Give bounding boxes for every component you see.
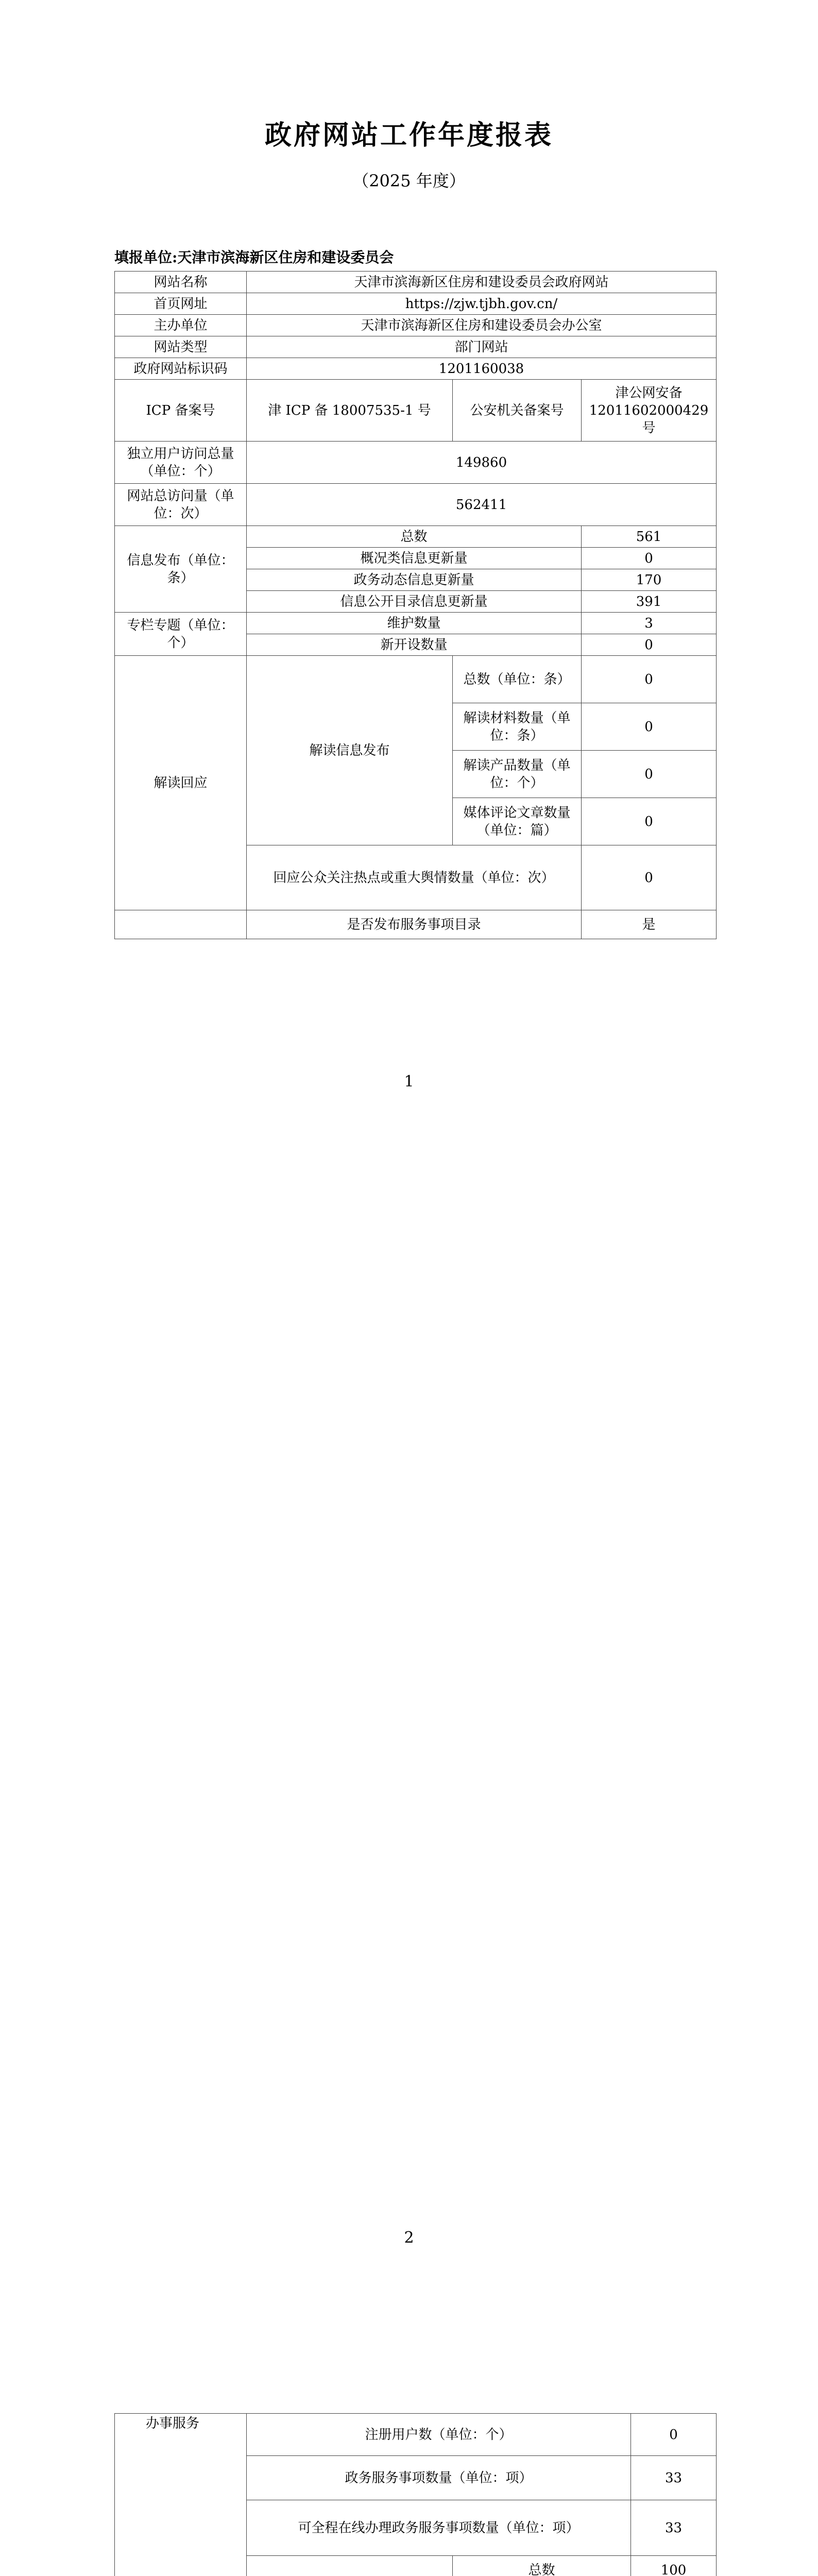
page-number: 1	[404, 1073, 414, 1091]
views-label: 网站总访问量（单位：次）	[115, 484, 247, 526]
site-name-label: 网站名称	[115, 272, 247, 293]
service-users: 0	[631, 2414, 717, 2456]
service-catalog-label: 是否发布服务事项目录	[247, 910, 582, 939]
info-news-label: 政务动态信息更新量	[247, 569, 582, 591]
interpret-hot-label: 回应公众关注热点或重大舆情数量（单位：次）	[247, 845, 582, 910]
service-catalog-value: 是	[582, 910, 717, 939]
interpret-total: 0	[582, 656, 717, 703]
info-overview-label: 概况类信息更新量	[247, 548, 582, 569]
filing-unit: 填报单位:天津市滨海新区住房和建设委员会	[114, 249, 394, 266]
service-online: 33	[631, 2500, 717, 2556]
info-news: 170	[582, 569, 717, 591]
info-catalog: 391	[582, 591, 717, 613]
interpret-section-label: 解读回应	[115, 656, 247, 910]
service-items: 33	[631, 2456, 717, 2500]
service-items-label: 政务服务事项数量（单位：项）	[247, 2456, 631, 2500]
handled-total-label: 总数	[453, 2556, 631, 2576]
views-value: 562411	[247, 484, 717, 526]
site-type: 部门网站	[247, 336, 717, 358]
icp-label: ICP 备案号	[115, 380, 247, 442]
page-number: 2	[404, 2229, 414, 2247]
interpret-media-label: 媒体评论文章数量（单位：篇）	[453, 798, 582, 845]
site-code-label: 政府网站标识码	[115, 358, 247, 380]
info-catalog-label: 信息公开目录信息更新量	[247, 591, 582, 613]
visitors-value: 149860	[247, 442, 717, 484]
psb-number: 津公网安备12011602000429 号	[582, 380, 717, 442]
site-name: 天津市滨海新区住房和建设委员会政府网站	[247, 272, 717, 293]
report-year: （2025 年度）	[352, 171, 466, 191]
visitors-label: 独立用户访问总量（单位：个）	[115, 442, 247, 484]
report-table-page-2	[114, 2413, 717, 2576]
service-section-label: 办事服务	[115, 2414, 247, 2576]
handled-total: 100	[631, 2556, 717, 2576]
info-overview: 0	[582, 548, 717, 569]
interpret-hot: 0	[582, 845, 717, 910]
interpret-total-label: 总数（单位：条）	[453, 656, 582, 703]
host-unit: 天津市滨海新区住房和建设委员会办公室	[247, 315, 717, 336]
service-users-label: 注册用户数（单位：个）	[247, 2414, 631, 2456]
site-code: 1201160038	[247, 358, 717, 380]
columns-maintain: 3	[582, 613, 717, 634]
interpret-material: 0	[582, 703, 717, 751]
home-url[interactable]: https://zjw.tjbh.gov.cn/	[247, 293, 717, 315]
interpret-product: 0	[582, 751, 717, 798]
info-section-label: 信息发布（单位：条）	[115, 526, 247, 613]
home-url-label: 首页网址	[115, 293, 247, 315]
interpret-product-label: 解读产品数量（单位：个）	[453, 751, 582, 798]
site-type-label: 网站类型	[115, 336, 247, 358]
service-online-label: 可全程在线办理政务服务事项数量（单位：项）	[247, 2500, 631, 2556]
columns-section-label: 专栏专题（单位：个）	[115, 613, 247, 656]
report-table-page-1	[114, 271, 717, 939]
interpret-material-label: 解读材料数量（单位：条）	[453, 703, 582, 751]
columns-maintain-label: 维护数量	[247, 613, 582, 634]
info-total: 561	[582, 526, 717, 548]
host-unit-label: 主办单位	[115, 315, 247, 336]
columns-new: 0	[582, 634, 717, 656]
columns-new-label: 新开设数量	[247, 634, 582, 656]
icp-number: 津 ICP 备 18007535-1 号	[247, 380, 453, 442]
interpret-media: 0	[582, 798, 717, 845]
psb-label: 公安机关备案号	[453, 380, 582, 442]
info-total-label: 总数	[247, 526, 582, 548]
interpret-publish-label: 解读信息发布	[247, 656, 453, 845]
handled-label	[247, 2556, 453, 2576]
report-title: 政府网站工作年度报表	[264, 120, 553, 151]
